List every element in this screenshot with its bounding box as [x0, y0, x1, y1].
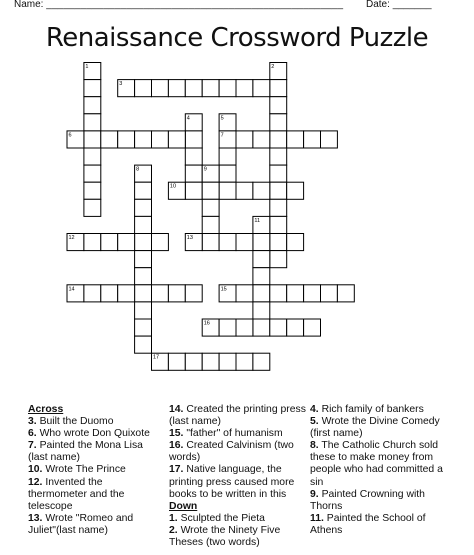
- grid-cell[interactable]: [253, 302, 270, 319]
- grid-cell[interactable]: [84, 97, 101, 114]
- grid-cell[interactable]: [152, 285, 169, 302]
- grid-cell[interactable]: [202, 234, 219, 251]
- grid-cell[interactable]: [101, 234, 118, 251]
- grid-cell[interactable]: [152, 80, 169, 97]
- grid-cell[interactable]: [202, 182, 219, 199]
- grid-cell[interactable]: [304, 319, 321, 336]
- grid-cell[interactable]: [135, 251, 152, 268]
- grid-cell[interactable]: [253, 80, 270, 97]
- clue-number: 4: [186, 115, 190, 122]
- clue-number: 6: [68, 132, 72, 139]
- grid-cell[interactable]: [84, 234, 101, 251]
- clue-number: 16: [203, 320, 210, 327]
- grid-cell[interactable]: [135, 199, 152, 216]
- grid-cell[interactable]: [135, 80, 152, 97]
- grid-cell[interactable]: [135, 131, 152, 148]
- grid-cell[interactable]: [270, 234, 287, 251]
- grid-cell[interactable]: [219, 148, 236, 165]
- grid-cell[interactable]: [202, 199, 219, 216]
- grid-cell[interactable]: [253, 182, 270, 199]
- grid-cell[interactable]: [270, 131, 287, 148]
- grid-cell[interactable]: [84, 165, 101, 182]
- grid-cell[interactable]: [270, 216, 287, 233]
- clue-down-1: 1. Sculpted the Pieta: [169, 512, 265, 524]
- grid-cell[interactable]: [135, 319, 152, 336]
- grid-cell[interactable]: [219, 165, 236, 182]
- clue-number: 10: [169, 183, 177, 190]
- page-title: Renaissance Crossword Puzzle: [45, 23, 429, 53]
- grid-cell[interactable]: [253, 251, 270, 268]
- grid-cell[interactable]: [135, 216, 152, 233]
- across-heading: Across: [28, 404, 64, 415]
- grid-cell[interactable]: [185, 353, 202, 370]
- grid-cell[interactable]: [185, 285, 202, 302]
- grid-cell[interactable]: [84, 199, 101, 216]
- grid-cell[interactable]: [304, 285, 321, 302]
- grid-cell[interactable]: [168, 353, 185, 370]
- grid-cell[interactable]: [270, 97, 287, 114]
- grid-cell[interactable]: [270, 80, 287, 97]
- grid-cell[interactable]: [236, 131, 253, 148]
- grid-cell[interactable]: [202, 216, 219, 233]
- grid-cell[interactable]: [168, 80, 185, 97]
- grid-cell[interactable]: [84, 285, 101, 302]
- grid-cell[interactable]: [253, 131, 270, 148]
- clue-number: 15: [220, 286, 227, 293]
- grid-cell[interactable]: [219, 182, 236, 199]
- grid-cell[interactable]: [185, 165, 202, 182]
- grid-cell[interactable]: [236, 234, 253, 251]
- clue-number: 3: [119, 81, 123, 88]
- grid-cell[interactable]: [270, 114, 287, 131]
- grid-cell[interactable]: [287, 234, 304, 251]
- grid-cell[interactable]: [253, 234, 270, 251]
- grid-cell[interactable]: [135, 302, 152, 319]
- clue-down-8: 8. The Catholic Church sold these to make money from people who had committed a sin: [310, 440, 443, 488]
- clue-across-15: 15. "father" of humanism: [169, 428, 283, 440]
- grid-cell[interactable]: [185, 182, 202, 199]
- name-line: ____________________________________________________: [46, 0, 344, 10]
- grid-cell[interactable]: [135, 336, 152, 353]
- clue-column-1: [28, 404, 160, 537]
- grid-cell[interactable]: [337, 285, 354, 302]
- grid-cell[interactable]: [101, 285, 118, 302]
- grid-cell[interactable]: [168, 285, 185, 302]
- clue-down-2: 2. Wrote the Ninety Five Theses (two words): [169, 524, 281, 549]
- date-label: Date:: [366, 0, 390, 10]
- grid-cell[interactable]: [304, 131, 321, 148]
- clue-number: 2: [271, 64, 275, 70]
- grid-cell[interactable]: [236, 80, 253, 97]
- grid-cell[interactable]: [84, 114, 101, 131]
- grid-cell[interactable]: [321, 131, 338, 148]
- clue-down-5: 5. Wrote the Divine Comedy (first name): [310, 416, 440, 440]
- clue-number: 17: [153, 354, 160, 361]
- grid-cell[interactable]: [253, 285, 270, 302]
- clue-number: 5: [220, 115, 224, 122]
- clue-number: 9: [203, 166, 207, 173]
- clue-across-7: 7. Painted the Mona Lisa (last name): [28, 440, 143, 464]
- grid-cell[interactable]: [219, 80, 236, 97]
- clue-number: 12: [68, 235, 75, 241]
- grid-cell[interactable]: [253, 353, 270, 370]
- clue-number: 13: [186, 235, 193, 241]
- clue-column-2: [169, 404, 306, 549]
- clue-across-16: 16. Created Calvinism (two words): [169, 440, 294, 464]
- grid-cell[interactable]: [287, 182, 304, 199]
- grid-cell[interactable]: [270, 251, 287, 268]
- grid-cell[interactable]: [152, 234, 169, 251]
- clue-across-14: 14. Created the printing press (last name): [169, 404, 306, 428]
- grid-cell[interactable]: [101, 131, 118, 148]
- grid-cell[interactable]: [118, 131, 135, 148]
- grid-cell[interactable]: [152, 131, 169, 148]
- grid-cell[interactable]: [236, 319, 253, 336]
- grid-cell[interactable]: [84, 131, 101, 148]
- grid-cell[interactable]: [185, 148, 202, 165]
- grid-cell[interactable]: [84, 182, 101, 199]
- grid-cell[interactable]: [236, 285, 253, 302]
- grid-cell[interactable]: [135, 268, 152, 285]
- clue-across-17: 17. Native language, the printing press caused more books to be written in this: [169, 464, 295, 500]
- grid-cell[interactable]: [219, 353, 236, 370]
- grid-cell[interactable]: [270, 148, 287, 165]
- grid-cell[interactable]: [202, 353, 219, 370]
- name-label: Name:: [14, 0, 44, 10]
- grid-cell[interactable]: [270, 165, 287, 182]
- grid-cell[interactable]: [168, 131, 185, 148]
- clue-number: 8: [136, 166, 140, 173]
- grid-cell[interactable]: [219, 234, 236, 251]
- down-heading: Down: [169, 500, 198, 512]
- clue-number: 1: [85, 64, 89, 70]
- grid-cell[interactable]: [270, 285, 287, 302]
- clue-across-13: 13. Wrote "Romeo and Juliet"(last name): [28, 512, 134, 536]
- clue-down-11: 11. Painted the School of Athens: [310, 512, 426, 536]
- grid-cell[interactable]: [236, 353, 253, 370]
- clue-across-12: 12. Invented the thermometer and the telescope: [28, 476, 125, 512]
- grid-cell[interactable]: [219, 319, 236, 336]
- grid-cell[interactable]: [202, 80, 219, 97]
- grid-cell[interactable]: [270, 182, 287, 199]
- grid-cell[interactable]: [118, 234, 135, 251]
- grid-cell[interactable]: [84, 80, 101, 97]
- grid-cell[interactable]: [253, 319, 270, 336]
- grid-cell[interactable]: [185, 80, 202, 97]
- grid-cell[interactable]: [135, 234, 152, 251]
- clue-number: 11: [254, 217, 261, 224]
- grid-cell[interactable]: [287, 285, 304, 302]
- grid-cell[interactable]: [84, 148, 101, 165]
- grid-cell[interactable]: [236, 182, 253, 199]
- clue-across-3: 3. Built the Duomo: [28, 416, 114, 428]
- grid-cell[interactable]: [135, 182, 152, 199]
- grid-cell[interactable]: [287, 131, 304, 148]
- grid-cell[interactable]: [270, 199, 287, 216]
- grid-cell[interactable]: [185, 131, 202, 148]
- grid-cell[interactable]: [253, 268, 270, 285]
- clue-across-6: 6. Who wrote Don Quixote: [28, 428, 150, 440]
- clue-across-10: 10. Wrote The Prince: [28, 464, 126, 476]
- clue-number: 7: [220, 132, 224, 139]
- clue-column-3: [310, 404, 450, 537]
- clue-down-9: 9. Painted Crowning with Thorns: [310, 488, 425, 512]
- grid-cell[interactable]: [287, 319, 304, 336]
- grid-cell[interactable]: [270, 319, 287, 336]
- clue-down-4: 4. Rich family of bankers: [310, 404, 424, 415]
- date-line: _______: [392, 0, 432, 10]
- grid-cell[interactable]: [321, 285, 338, 302]
- grid-cell[interactable]: [118, 285, 135, 302]
- clue-number: 14: [68, 286, 75, 293]
- grid-cell[interactable]: [135, 285, 152, 302]
